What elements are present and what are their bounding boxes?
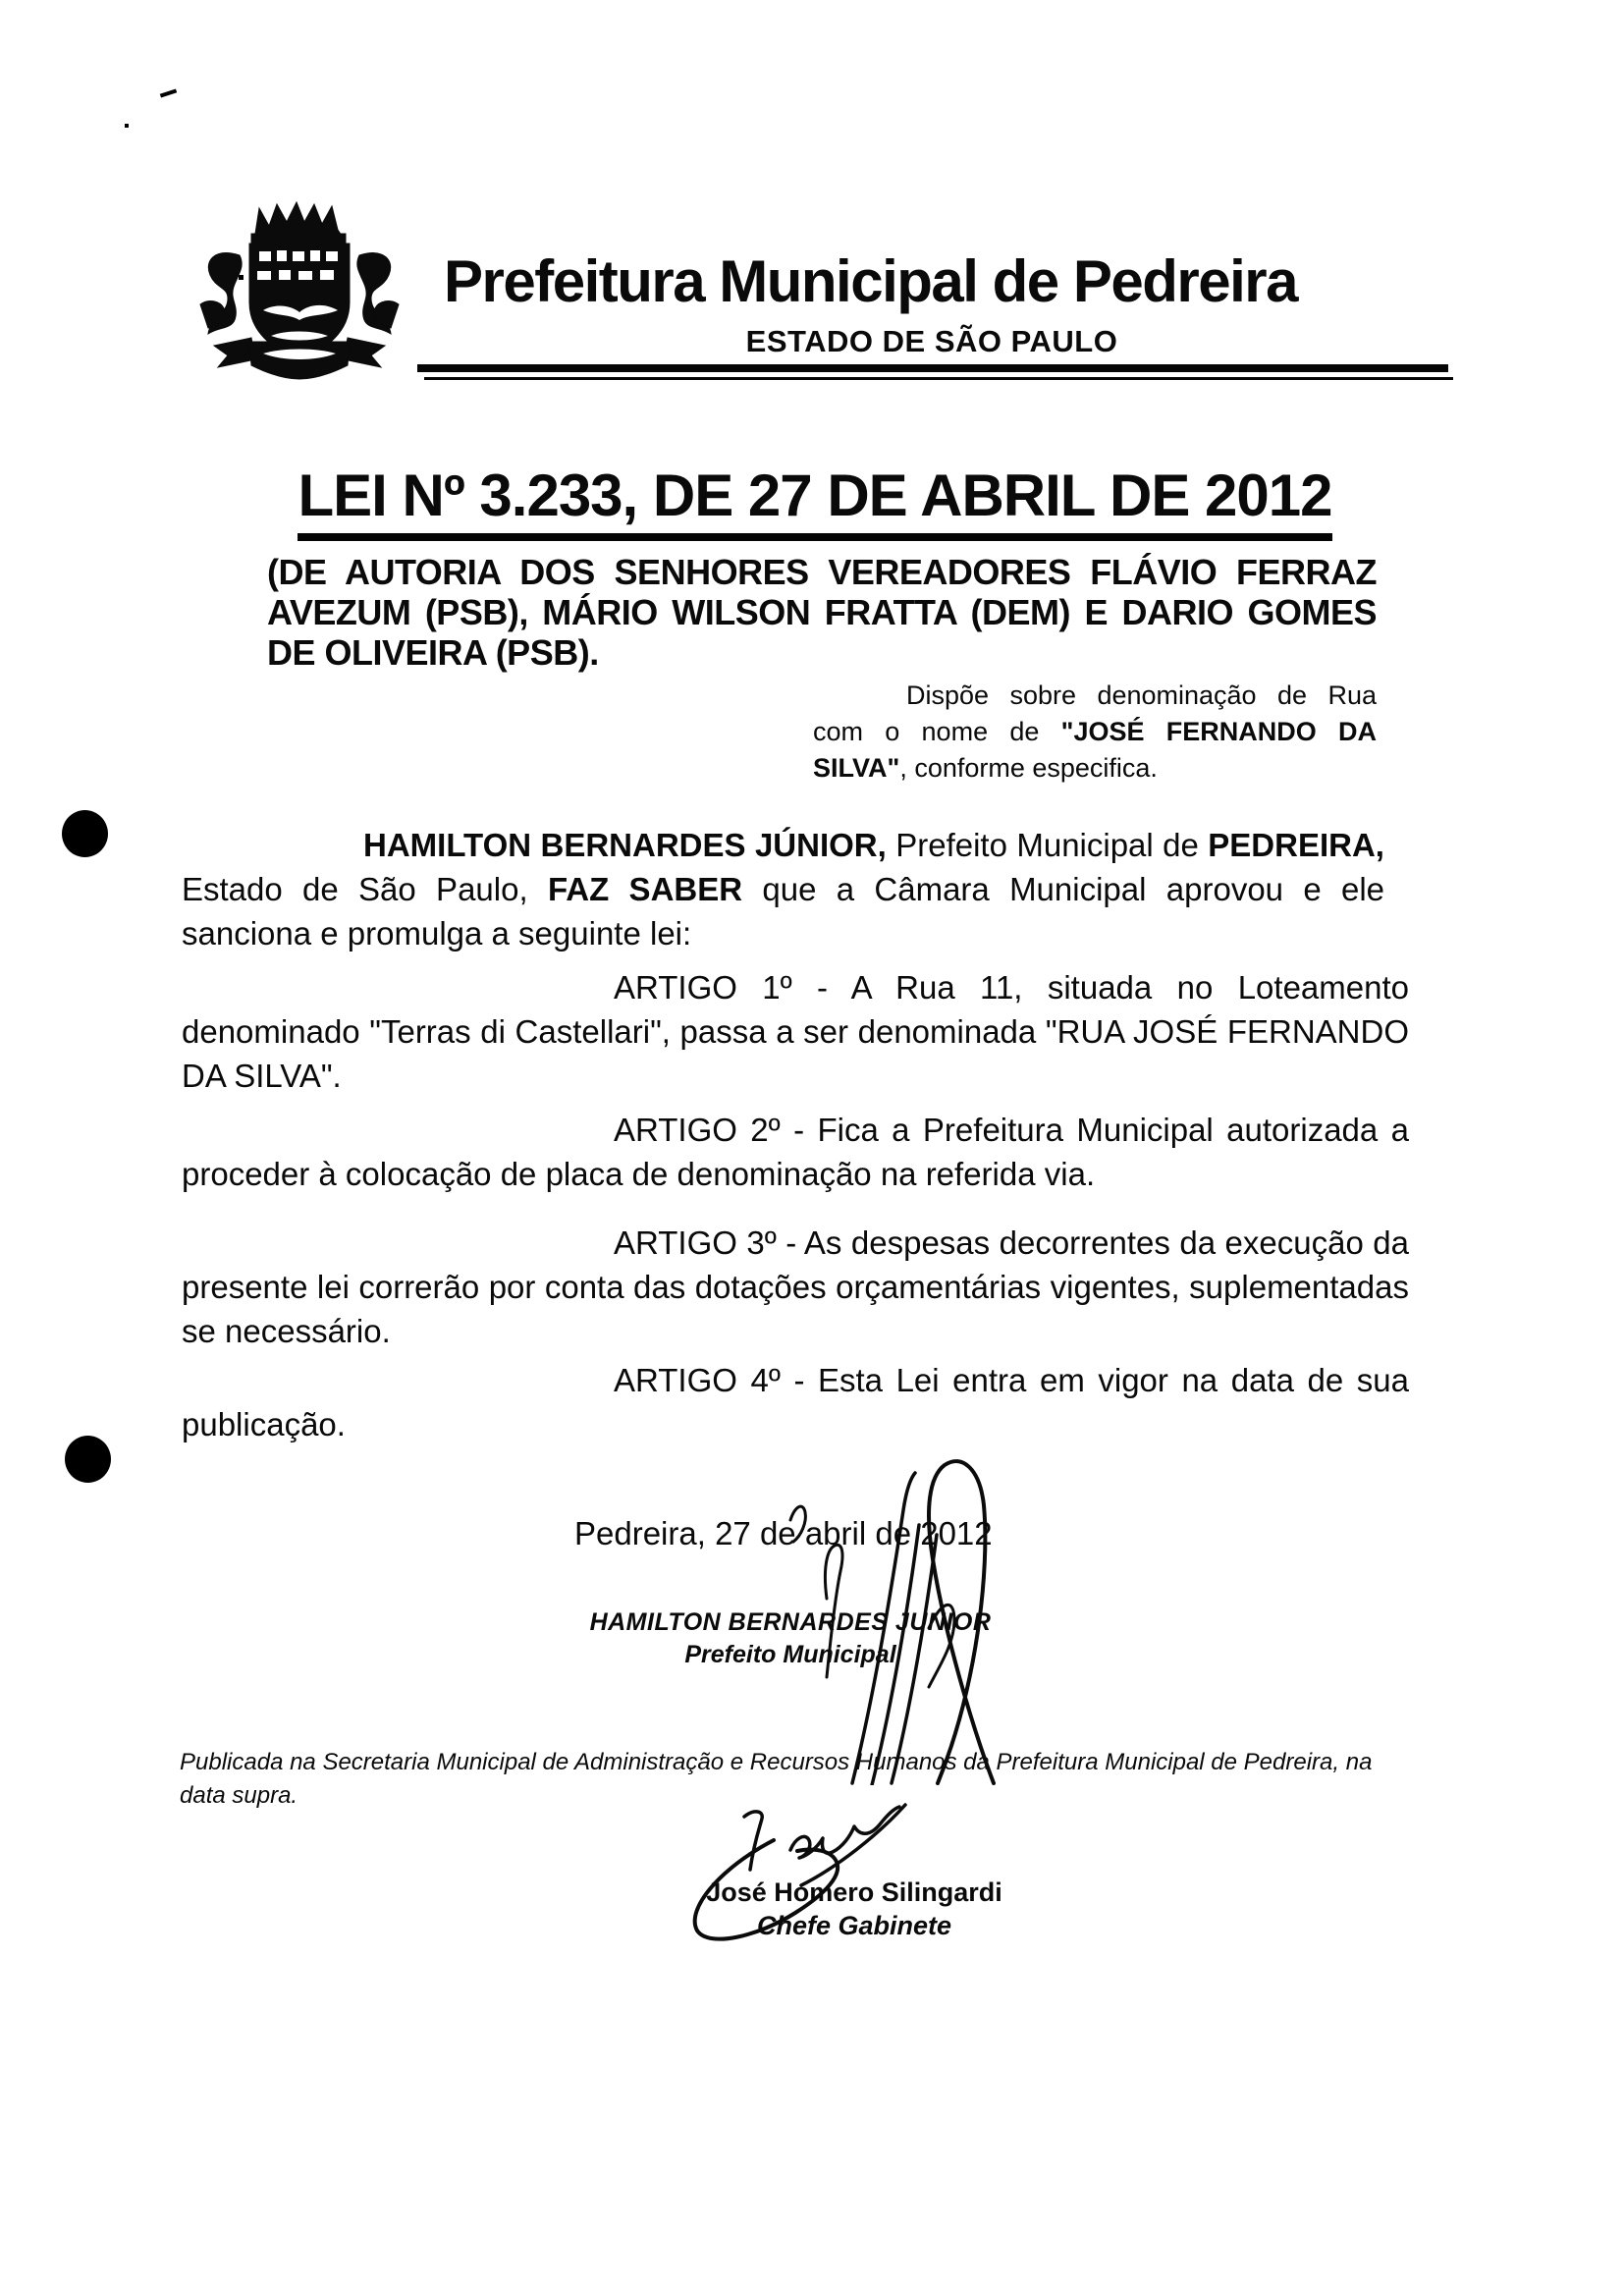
law-authorship: (DE AUTORIA DOS SENHORES VEREADORES FLÁVIO FERRAZ AVEZUM (PSB), MÁRIO WILSON FRATTA (DEM) E DARIO GOMES DE OLIVEIRA (PSB). (267, 552, 1377, 673)
law-summary (813, 678, 1377, 787)
preamble-mid1: Prefeito Municipal de (886, 827, 1209, 863)
scan-artifact-dot (125, 124, 129, 128)
law-article-1: ARTIGO 1º - A Rua 11, situada no Loteamento denominado "Terras di Castellari", passa a ser denominada "RUA JOSÉ FERNANDO DA SILVA". (182, 969, 1409, 1094)
law-title-wrap (226, 462, 1404, 541)
publication-note: Publicada na Secretaria Municipal de Administração e Recursos Humanos da Prefeitura Municipal de Pedreira, na data supra. (180, 1749, 1373, 1809)
hole-punch-mark-top (62, 810, 108, 857)
law-article-4: ARTIGO 4º - Esta Lei entra em vigor na data de sua publicação. (182, 1362, 1409, 1442)
coat-of-arms-icon (194, 196, 406, 383)
law-article-3: ARTIGO 3º - As despesas decorrentes da execução da presente lei correrão por conta das dotações orçamentárias vigentes, suplementadas se necessário. (182, 1224, 1409, 1349)
org-name: Prefeitura Municipal de Pedreira (444, 248, 1297, 314)
dateline: Pedreira, 27 de abril de 2012 (574, 1515, 993, 1551)
preamble-mid2: Estado de São Paulo, (182, 871, 548, 907)
state-name: ESTADO DE SÃO PAULO (745, 324, 1118, 358)
state-band (417, 324, 1446, 359)
mayor-name: HAMILTON BERNARDES JUNIOR (589, 1608, 992, 1636)
preamble-city: PEDREIRA, (1208, 827, 1384, 863)
header-rule-thick (417, 364, 1448, 372)
law-article-2: ARTIGO 2º - Fica a Prefeitura Municipal autorizada a proceder à colocação de placa de denominação na referida via. (182, 1112, 1409, 1192)
preamble-faz-saber: FAZ SABER (547, 871, 743, 907)
law-title: LEI Nº 3.233, DE 27 DE ABRIL DE 2012 (298, 462, 1331, 541)
summary-emphasis: "JOSÉ FERNANDO DA SILVA" (813, 717, 1377, 783)
hole-punch-mark-bottom (65, 1436, 111, 1483)
scan-artifact-dash (160, 88, 177, 97)
preamble-mayor-name: HAMILTON BERNARDES JÚNIOR, (363, 827, 887, 863)
summary-lead: Dispõe sobre denominação de Rua com o nome de (813, 680, 1377, 746)
chief-title: Chefe Gabinete (756, 1911, 952, 1940)
chief-name: José Homero Silingardi (706, 1877, 1002, 1907)
summary-tail: , conforme especifica. (899, 753, 1158, 783)
header-rule-thin (424, 377, 1453, 380)
law-preamble (182, 823, 1384, 955)
mayor-signature-block (584, 1608, 997, 1669)
chief-signature-block (638, 1877, 1070, 1941)
preamble-rest: que a Câmara Municipal aprovou e ele sanciona e promulga a seguinte lei: (182, 871, 1385, 952)
mayor-title: Prefeito Municipal (684, 1641, 896, 1668)
